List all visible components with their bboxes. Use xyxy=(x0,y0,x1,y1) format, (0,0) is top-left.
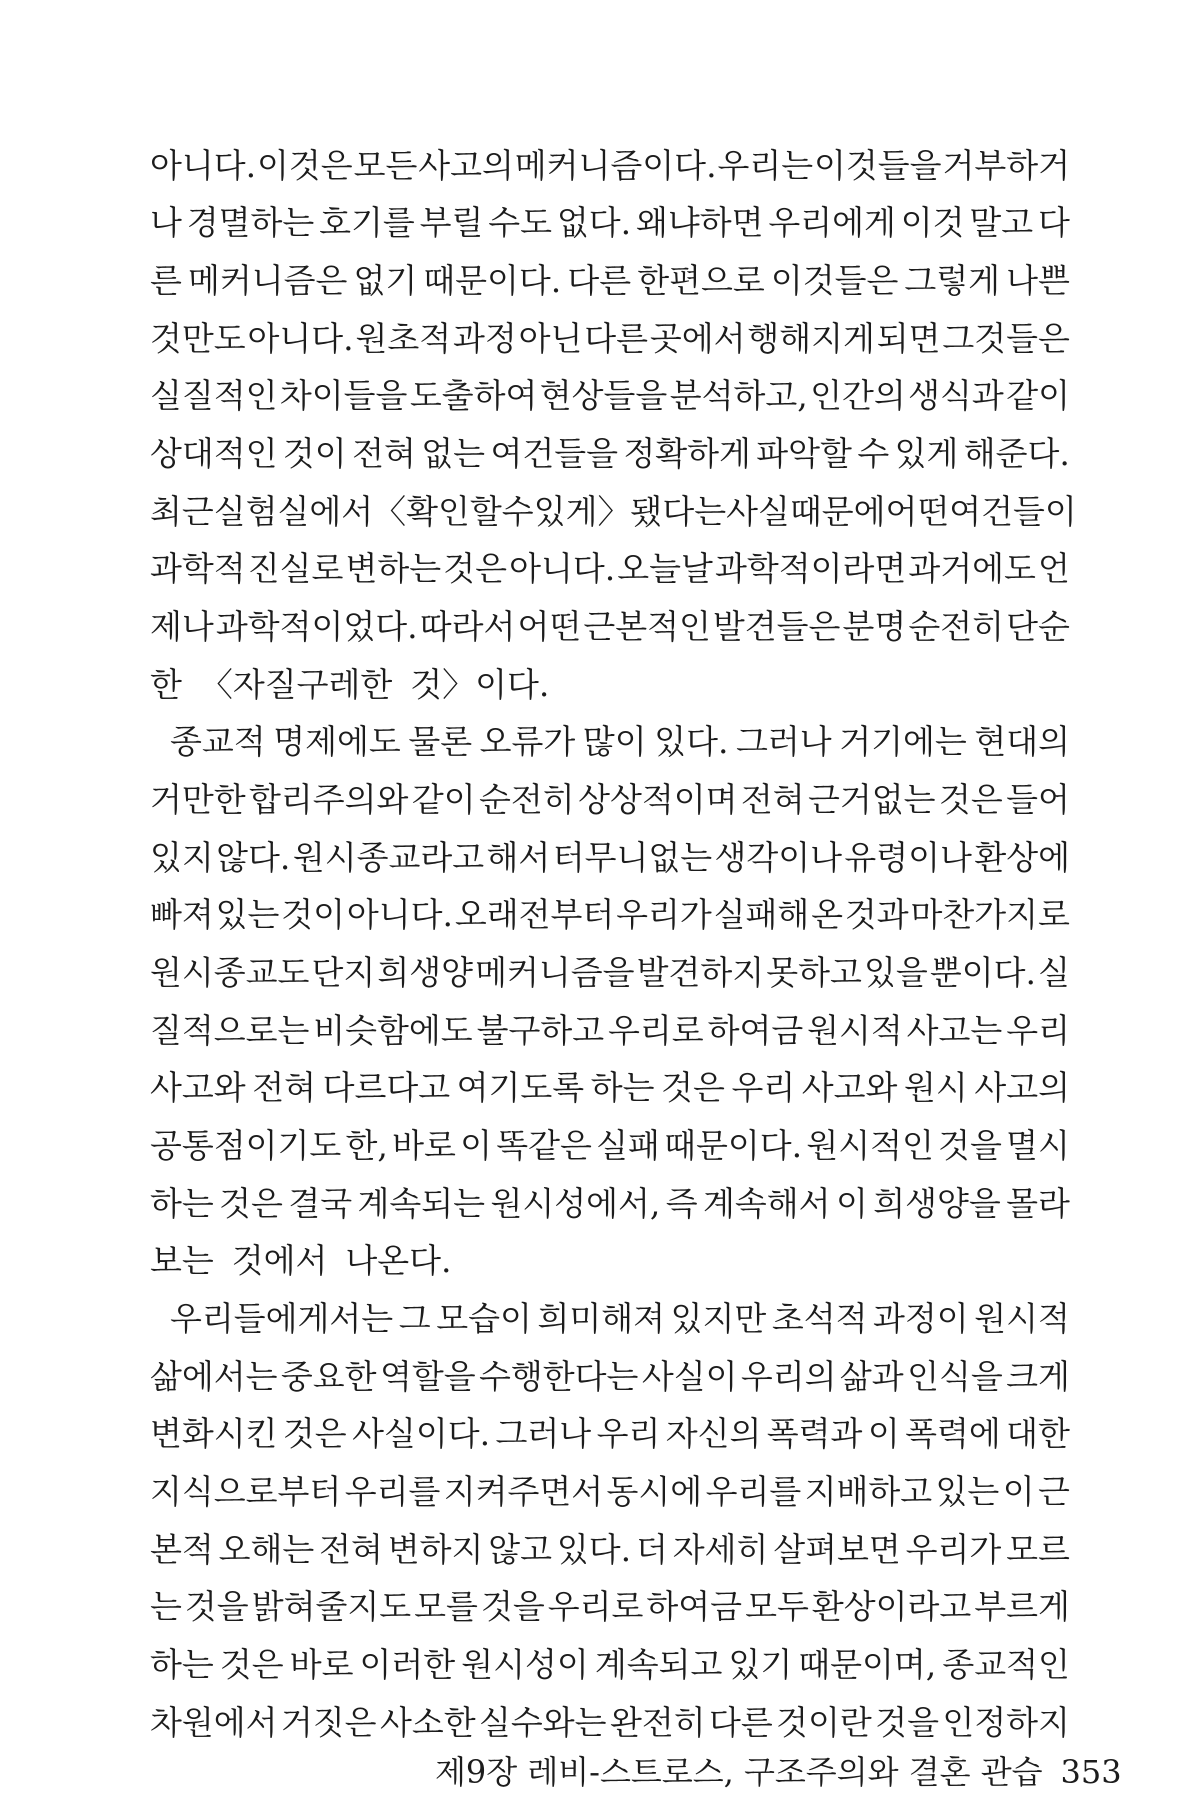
word: 됐다는 xyxy=(630,492,727,531)
word: 삶과 xyxy=(839,1357,904,1396)
word: 말고 xyxy=(969,203,1034,242)
word: 자신의 xyxy=(665,1414,762,1453)
word: 있지 xyxy=(150,838,214,877)
word: 나온다. xyxy=(345,1241,452,1280)
word: 언 xyxy=(1038,549,1070,588)
word: 나쁜 xyxy=(1006,261,1070,300)
word: 더 xyxy=(635,1530,668,1569)
text-line xyxy=(150,1063,1070,1113)
word: 다른 xyxy=(567,261,632,300)
word: 것이 xyxy=(281,895,346,934)
word: 근본적인 xyxy=(583,607,711,646)
word: 한편으로 xyxy=(637,261,765,300)
word: 모르 xyxy=(1006,1530,1070,1569)
word: 질적으로는 xyxy=(150,1011,310,1050)
word: 과정이 xyxy=(873,1299,969,1338)
word: 순전히 xyxy=(479,780,575,819)
word: 도출하여 xyxy=(409,376,538,415)
word: 하여금 xyxy=(707,1011,804,1050)
word: 근거없는 xyxy=(808,780,936,819)
page-footer xyxy=(435,1752,1122,1792)
text-line xyxy=(150,1525,1070,1575)
word: 발견들은 xyxy=(712,607,841,646)
word: 살펴보면 xyxy=(773,1530,901,1569)
word: 환상이라고 xyxy=(811,1587,972,1626)
word: 수도 xyxy=(488,203,553,242)
text-line xyxy=(150,141,1070,191)
word: 물론 xyxy=(408,722,473,761)
word: 파악할 xyxy=(756,434,852,473)
text-line xyxy=(150,314,1070,364)
word: 사소한 xyxy=(379,1703,476,1742)
word: 초석적 xyxy=(771,1299,868,1338)
word: 완전히 xyxy=(609,1703,706,1742)
word: 다른 xyxy=(584,319,648,358)
word: 우리 xyxy=(1006,1011,1070,1050)
word: 그렇게 xyxy=(904,261,1001,300)
word: 부르게 xyxy=(974,1587,1070,1626)
word: 왜냐하면 xyxy=(635,203,764,242)
word: 사고는 xyxy=(906,1011,1003,1050)
word: 현상들을 xyxy=(539,376,668,415)
word: 오류가 xyxy=(479,722,576,761)
text-line xyxy=(150,487,1077,537)
word: 과학적 xyxy=(150,549,246,588)
word: 행해지게 xyxy=(747,319,875,358)
word: 거기에는 xyxy=(839,722,967,761)
word: 것은 xyxy=(219,1184,283,1223)
word: 똑같은 xyxy=(496,1126,592,1165)
text-line xyxy=(150,660,1070,710)
word: 때문이다. xyxy=(664,1126,803,1165)
word: 른 xyxy=(150,261,182,300)
word: 있다. xyxy=(556,1530,632,1569)
word: 사고와 xyxy=(801,1068,898,1107)
word: 최근 xyxy=(150,492,214,531)
word: 아니다. xyxy=(346,895,453,934)
word: 있을 xyxy=(864,953,928,992)
word: 원시성이 xyxy=(461,1645,589,1684)
text-line xyxy=(150,775,1070,825)
word: 것은 xyxy=(443,549,507,588)
word: 원시적 xyxy=(974,1299,1070,1338)
text-line xyxy=(150,1582,1070,1632)
word: 이 xyxy=(460,1126,493,1165)
chapter-title: 제9장 레비-스트로스, 구조주의와 결혼 관습 xyxy=(435,1753,1043,1791)
word: 수행한다는 xyxy=(479,1357,639,1396)
word: 폭력에 xyxy=(905,1414,1001,1453)
word: 있게〉 xyxy=(533,492,631,531)
word: 다르다고 xyxy=(322,1068,451,1107)
word: 과거에도 xyxy=(908,549,1036,588)
word: 우리에게 xyxy=(768,203,896,242)
word: 우리를 xyxy=(344,1472,441,1511)
word: 때문에 xyxy=(789,492,886,531)
word: 것은 xyxy=(938,780,1003,819)
word: 있는 xyxy=(215,895,280,934)
text-line xyxy=(150,602,1070,652)
word: 바로 xyxy=(289,1645,354,1684)
word: 것만도 xyxy=(150,319,246,358)
text-line xyxy=(150,1467,1070,1517)
word: 사실이 xyxy=(641,1357,738,1396)
word: 수 xyxy=(857,434,890,473)
word: 멸시 xyxy=(1006,1126,1070,1165)
word: 현대의 xyxy=(974,722,1070,761)
word: 본적 xyxy=(150,1530,214,1569)
word: 상상적이며 xyxy=(578,780,738,819)
word: 아니다. xyxy=(247,319,354,358)
word: 모습이 xyxy=(436,1299,532,1338)
word: 실패 xyxy=(596,1126,660,1165)
text-line xyxy=(150,198,1070,248)
word: 빠져 xyxy=(150,895,214,934)
word: 명제에도 xyxy=(273,722,401,761)
word: 바로 xyxy=(392,1126,456,1165)
word: 오해는 xyxy=(218,1530,315,1569)
word: 다 xyxy=(1037,203,1070,242)
word: 것과 xyxy=(844,895,909,934)
word: 우리가 xyxy=(616,895,712,934)
word: 실수와는 xyxy=(479,1703,607,1742)
word: 모든 xyxy=(353,146,418,185)
word: 않다. xyxy=(216,838,291,877)
word: 곳에서 xyxy=(649,319,746,358)
word: 크게 xyxy=(1006,1357,1070,1396)
word: 종교적인 xyxy=(942,1645,1070,1684)
word: 있는 xyxy=(935,1472,1000,1511)
word: 부릴 xyxy=(419,203,484,242)
word: 동시에 xyxy=(606,1472,703,1511)
word: 하는 xyxy=(590,1068,655,1107)
word: 없기 xyxy=(353,261,418,300)
word: 합리주의와 xyxy=(249,780,409,819)
text-line xyxy=(150,1006,1070,1056)
word: 유령이나 xyxy=(844,838,972,877)
word: 것에서 xyxy=(231,1241,328,1280)
text-line xyxy=(150,1698,1070,1748)
word: 계속되는 xyxy=(357,1184,486,1223)
word: 해준다. xyxy=(963,434,1070,473)
word: 거부하거 xyxy=(942,146,1070,185)
word: 모두 xyxy=(745,1587,809,1626)
word: 이것들을 xyxy=(814,146,942,185)
word: 것이란 xyxy=(776,1703,872,1742)
word: 제나 xyxy=(150,607,214,646)
word: 메커니즘이다. xyxy=(514,146,717,185)
word: 우리로 xyxy=(608,1011,704,1050)
word: 아니다. xyxy=(150,146,257,185)
word: 것〉이다. xyxy=(410,665,550,704)
word: 원초적 xyxy=(355,319,452,358)
word: 우리의 xyxy=(740,1357,837,1396)
text-line xyxy=(150,256,1070,306)
word: 전혀 xyxy=(252,1068,316,1107)
word: 사실 xyxy=(726,492,790,531)
word: 원시적 xyxy=(807,1011,903,1050)
word: 원시종교도 xyxy=(150,953,310,992)
word: 종교적 xyxy=(170,722,266,761)
word: 이 xyxy=(835,1184,868,1223)
word: 것이 xyxy=(282,434,347,473)
word: 단지 xyxy=(311,953,376,992)
word: 따라서 xyxy=(419,607,516,646)
word: 전혀 xyxy=(319,1530,383,1569)
word: 비슷함에도 xyxy=(313,1011,473,1050)
word: 분명 xyxy=(842,607,907,646)
word: 원시 xyxy=(904,1068,968,1107)
word: 생식과 xyxy=(908,376,1004,415)
word: 희생양 xyxy=(377,953,474,992)
word: 분석하고, xyxy=(669,376,808,415)
word: 것을 xyxy=(184,1587,249,1626)
word: 인정하지 xyxy=(942,1703,1070,1742)
word: 변하지 xyxy=(387,1530,484,1569)
word: 것을 xyxy=(480,1587,545,1626)
word: 사고의 xyxy=(974,1068,1070,1107)
word: 정확하게 xyxy=(623,434,751,473)
word: 진실로 xyxy=(247,549,344,588)
word: 과학적이라면 xyxy=(715,549,907,588)
word: 것은 xyxy=(661,1068,725,1107)
word: 그러나 xyxy=(495,1414,592,1453)
word: 이것 xyxy=(900,203,965,242)
word: 경멸하는 xyxy=(186,203,315,242)
word: 여건들이 xyxy=(949,492,1077,531)
text-line xyxy=(150,948,1070,998)
word: 하는 xyxy=(150,1184,214,1223)
word: 근 xyxy=(1038,1472,1070,1511)
word: 온 xyxy=(811,895,843,934)
word: 희미해져 xyxy=(537,1299,665,1338)
word: 단순 xyxy=(1006,607,1070,646)
word: 전혀 xyxy=(740,780,805,819)
word: 그것들은 xyxy=(942,319,1070,358)
word: 하는 xyxy=(150,1645,214,1684)
word: 들어 xyxy=(1006,780,1070,819)
word: 〈확인할 xyxy=(373,492,502,531)
word: 사실이다. xyxy=(352,1414,491,1453)
word: 뿐이다. xyxy=(929,953,1036,992)
word: 대한 xyxy=(1006,1414,1070,1453)
word: 다른 xyxy=(708,1703,773,1742)
word: 생각이나 xyxy=(714,838,842,877)
word: 있지만 xyxy=(670,1299,767,1338)
word: 역할을 xyxy=(379,1357,476,1396)
word: 실험실에서 xyxy=(213,492,374,531)
word: 차원에서 xyxy=(150,1703,278,1742)
word: 결국 xyxy=(288,1184,353,1223)
text-line xyxy=(150,371,1070,421)
word: 것을 xyxy=(875,1703,939,1742)
word: 아니다. xyxy=(509,549,616,588)
word: 어떤 xyxy=(885,492,950,531)
word: 희생양을 xyxy=(873,1184,1001,1223)
text-line xyxy=(150,833,1070,883)
word: 지켜주면서 xyxy=(443,1472,604,1511)
word: 변하는 xyxy=(345,549,442,588)
word: 메커니즘은 xyxy=(187,261,348,300)
text-line xyxy=(170,717,1070,767)
word: 해서 xyxy=(486,838,551,877)
text-line xyxy=(150,1121,1070,1171)
text-line xyxy=(170,1294,1070,1344)
word: 나 xyxy=(150,203,182,242)
word: 거짓은 xyxy=(280,1703,377,1742)
word: 실패해 xyxy=(713,895,810,934)
word: 호기를 xyxy=(319,203,415,242)
word: 과학적이었다. xyxy=(215,607,418,646)
word: 이것은 xyxy=(257,146,353,185)
word: 이러한 xyxy=(359,1645,456,1684)
word: 보는 xyxy=(150,1241,214,1280)
word: 많이 xyxy=(582,722,647,761)
word: 공통점이기도 xyxy=(150,1126,342,1165)
word: 원시적인 xyxy=(806,1126,934,1165)
word: 때문이며, xyxy=(798,1645,937,1684)
word: 사고의 xyxy=(418,146,514,185)
word: 전혀 xyxy=(352,434,416,473)
word: 인식을 xyxy=(907,1357,1003,1396)
word: 것은 xyxy=(219,1645,284,1684)
word: 같이 xyxy=(1006,376,1070,415)
word: 없다. xyxy=(556,203,632,242)
word: 아닌 xyxy=(518,319,583,358)
word: 그러나 xyxy=(736,722,832,761)
word: 발견하지 xyxy=(636,953,765,992)
word: 마찬가지로 xyxy=(910,895,1070,934)
word: 지식으로부터 xyxy=(150,1472,342,1511)
text-line xyxy=(150,1236,1070,1286)
word: 자세히 xyxy=(672,1530,769,1569)
word: 우리 xyxy=(596,1414,661,1453)
word: 〈자질구레한 xyxy=(199,665,393,704)
word: 불구하고 xyxy=(476,1011,605,1050)
word: 한 xyxy=(150,665,182,704)
word: 변화시킨 xyxy=(150,1414,278,1453)
word: 모를 xyxy=(414,1587,478,1626)
word: 있기 xyxy=(728,1645,793,1684)
text-line xyxy=(150,1352,1070,1402)
word: 우리들에게서는 xyxy=(170,1299,394,1338)
word: 여기도록 xyxy=(456,1068,585,1107)
word: 지배하고 xyxy=(804,1472,933,1511)
word: 상대적인 xyxy=(150,434,278,473)
word: 것은 xyxy=(282,1414,347,1453)
word: 즉 xyxy=(665,1184,698,1223)
word: 같이 xyxy=(411,780,476,819)
word: 는 xyxy=(150,1587,182,1626)
word: 되면 xyxy=(876,319,941,358)
word: 있게 xyxy=(894,434,959,473)
word: 하여금 xyxy=(646,1587,743,1626)
word: 우리는 xyxy=(717,146,814,185)
word: 수 xyxy=(501,492,534,531)
word: 않고 xyxy=(488,1530,553,1569)
word: 원시성에서, xyxy=(490,1184,661,1223)
word: 여건들을 xyxy=(490,434,618,473)
word: 차이들을 xyxy=(279,376,408,415)
word: 이 xyxy=(867,1414,900,1453)
text-line xyxy=(150,890,1070,940)
word: 우리로 xyxy=(547,1587,644,1626)
word: 것을 xyxy=(938,1126,1002,1165)
text-line xyxy=(150,544,1070,594)
word: 때문이다. xyxy=(423,261,562,300)
text-line xyxy=(150,1179,1070,1229)
word: 원시종교라고 xyxy=(292,838,485,877)
word: 오래전부터 xyxy=(454,895,615,934)
word: 우리 xyxy=(731,1068,796,1107)
word: 실 xyxy=(1038,953,1070,992)
text-line xyxy=(150,429,1070,479)
word: 인간의 xyxy=(810,376,906,415)
word: 그 xyxy=(398,1299,431,1338)
text-line xyxy=(150,1640,1070,1690)
word: 몰라 xyxy=(1006,1184,1070,1223)
word: 이 xyxy=(1002,1472,1035,1511)
word: 못하고 xyxy=(766,953,862,992)
word: 메커니즘을 xyxy=(475,953,635,992)
word: 우리를 xyxy=(705,1472,802,1511)
word: 폭력과 xyxy=(766,1414,863,1453)
word: 있다. xyxy=(654,722,729,761)
word: 계속되고 xyxy=(594,1645,723,1684)
word: 우리가 xyxy=(905,1530,1002,1569)
word: 터무니없는 xyxy=(552,838,713,877)
word: 사고와 xyxy=(150,1068,246,1107)
word: 순전히 xyxy=(908,607,1005,646)
word: 이것들은 xyxy=(770,261,899,300)
word: 없는 xyxy=(421,434,486,473)
word: 계속해서 xyxy=(703,1184,831,1223)
word: 거만한 xyxy=(150,780,246,819)
word: 한, xyxy=(345,1126,388,1165)
word: 환상에 xyxy=(974,838,1070,877)
word: 어떤 xyxy=(517,607,582,646)
page-number: 353 xyxy=(1060,1753,1122,1791)
text-line xyxy=(150,1409,1070,1459)
word: 밝혀줄지도 xyxy=(251,1587,412,1626)
word: 오늘날 xyxy=(617,549,713,588)
word: 실질적인 xyxy=(150,376,278,415)
word: 삶에서는 xyxy=(150,1357,278,1396)
word: 과정 xyxy=(452,319,517,358)
word: 중요한 xyxy=(280,1357,377,1396)
